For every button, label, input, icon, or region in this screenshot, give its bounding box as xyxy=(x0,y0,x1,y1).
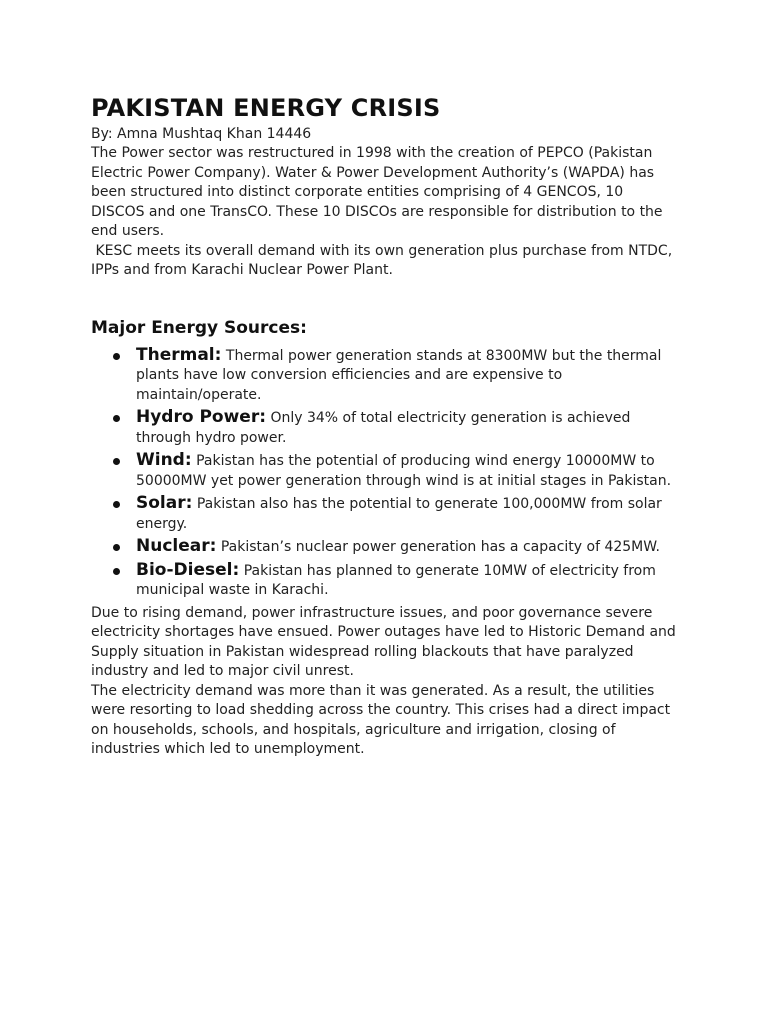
source-term: Wind: xyxy=(136,450,192,470)
paragraph-load-shedding: The electricity demand was more than it was generated. As a result, the utilities were resorting to load shedding across the country. This crises had a direct impact on households, schools, and hospitals, agriculture and irrigation, closing of industries which led to unemployment. xyxy=(91,682,671,757)
source-description: Only 34% of total electricity generation is achieved through hydro power. xyxy=(136,410,631,446)
author-line: By: Amna Mushtaq Khan 14446 xyxy=(91,126,312,142)
bullet-icon xyxy=(113,458,120,465)
source-term: Solar: xyxy=(136,493,193,513)
paragraph-shortages: Due to rising demand, power infrastructure issues, and poor governance severe electricity shortages have ensued. Power outages have led to Historic Demand and Supply situation in Pakistan widespread rolling blackouts that have paralyzed industry and led to major civil unrest. xyxy=(91,604,676,679)
bullet-icon xyxy=(113,353,120,360)
energy-sources-list xyxy=(91,346,681,601)
bullet-icon xyxy=(113,568,120,575)
bullet-icon xyxy=(113,501,120,508)
document-title: PAKISTAN ENERGY CRISIS xyxy=(91,94,441,122)
bullet-icon xyxy=(113,415,120,422)
source-description: Thermal power generation stands at 8300MW but the thermal plants have low conversion efficiencies and are expensive to maintain/operate. xyxy=(136,347,662,403)
section-heading-energy-sources: Major Energy Sources: xyxy=(91,317,307,338)
list-item-wind xyxy=(91,451,681,491)
list-item-thermal xyxy=(91,346,681,406)
list-item-nuclear xyxy=(91,537,681,558)
source-description: Pakistan also has the potential to generate 100,000MW from solar energy. xyxy=(136,496,662,532)
source-description: Pakistan’s nuclear power generation has a capacity of 425MW. xyxy=(216,539,660,555)
document-page xyxy=(91,92,681,760)
list-item-solar xyxy=(91,494,681,534)
source-description: Pakistan has planned to generate 10MW of electricity from municipal waste in Karachi. xyxy=(136,562,656,598)
source-term: Hydro Power: xyxy=(136,407,267,427)
source-term: Nuclear: xyxy=(136,536,217,556)
paragraph-power-sector: The Power sector was restructured in 1998 with the creation of PEPCO (Pakistan Electric Power Company). Water & Power Development Authority’s (WAPDA) has been structured into distinct corporate entities comprising of 4 GENCOS, 10 DISCOS and one TransCO. These 10 DISCOs are responsible for distribution to the end users. xyxy=(91,145,663,239)
list-item-hydro-power xyxy=(91,408,681,448)
source-term: Thermal: xyxy=(136,344,222,365)
source-term: Bio-Diesel: xyxy=(136,559,240,580)
source-description: Pakistan has the potential of producing wind energy 10000MW to 50000MW yet power generation through wind is at initial stages in Pakistan. xyxy=(136,453,672,489)
paragraph-kesc: KESC meets its overall demand with its own generation plus purchase from NTDC, IPPs and from Karachi Nuclear Power Plant. xyxy=(91,242,677,278)
list-item-bio-diesel xyxy=(91,561,681,601)
bullet-icon xyxy=(113,544,120,551)
